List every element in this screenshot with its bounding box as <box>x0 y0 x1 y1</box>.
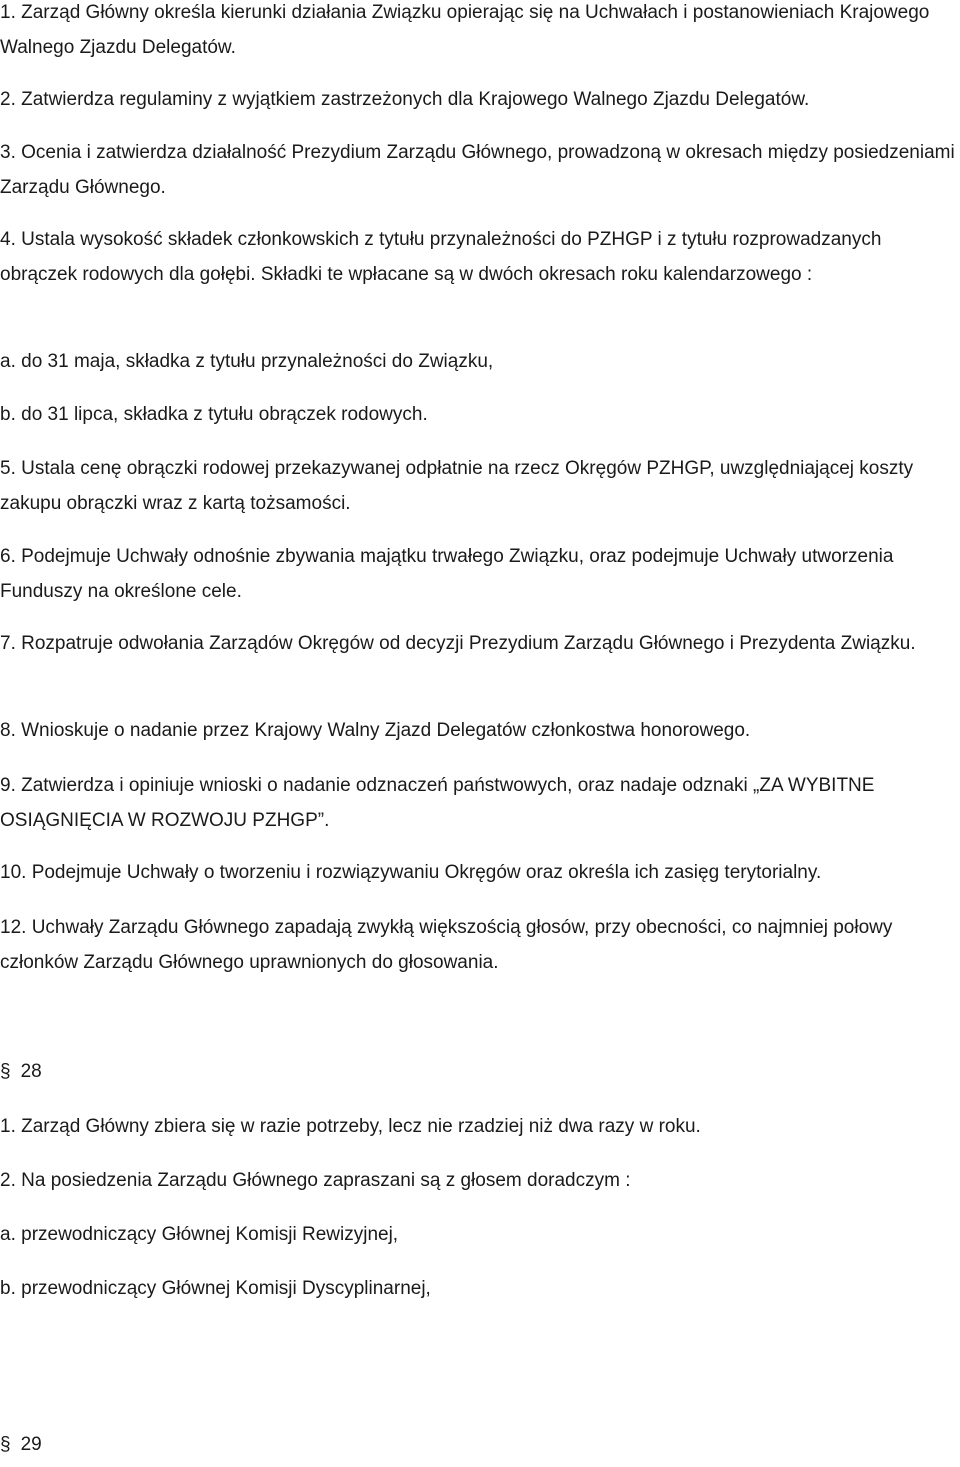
section-symbol: § <box>0 1061 11 1082</box>
sub-item-28-a: a. przewodniczący Głównej Komisji Rewizyjnej, <box>0 1224 399 1245</box>
sub-item-28-b: b. przewodniczący Głównej Komisji Dyscyplinarnej, <box>0 1278 431 1299</box>
paragraph-1: 1. Zarząd Główny określa kierunki działania Związku opierając się na Uchwałach i postanowieniach Krajowego Walnego Zjazdu Delegatów. <box>0 2 930 58</box>
paragraph-28-2: 2. Na posiedzenia Zarządu Głównego zapraszani są z głosem doradczym : <box>0 1170 631 1191</box>
paragraph-12: 12. Uchwały Zarządu Głównego zapadają zwykłą większością głosów, przy obecności, co najmniej połowy członków Zarządu Głównego uprawnionych do głosowania. <box>0 917 893 973</box>
section-heading-28 <box>0 1054 42 1089</box>
section-number: 29 <box>20 1434 42 1455</box>
section-number: 28 <box>20 1061 42 1082</box>
section-heading-29 <box>0 1427 42 1462</box>
sub-item-b: b. do 31 lipca, składka z tytułu obrączek rodowych. <box>0 404 428 425</box>
paragraph-6: 6. Podejmuje Uchwały odnośnie zbywania majątku trwałego Związku, oraz podejmuje Uchwały utworzenia Funduszy na określone cele. <box>0 546 894 602</box>
paragraph-7: 7. Rozpatruje odwołania Zarządów Okręgów od decyzji Prezydium Zarządu Głównego i Prezydenta Związku. <box>0 633 916 654</box>
paragraph-2: 2. Zatwierdza regulaminy z wyjątkiem zastrzeżonych dla Krajowego Walnego Zjazdu Delegatów. <box>0 89 810 110</box>
paragraph-8: 8. Wnioskuje o nadanie przez Krajowy Walny Zjazd Delegatów członkostwa honorowego. <box>0 720 751 741</box>
sub-item-a: a. do 31 maja, składka z tytułu przynależności do Związku, <box>0 351 494 372</box>
section-symbol: § <box>0 1434 11 1455</box>
paragraph-9: 9. Zatwierdza i opiniuje wnioski o nadanie odznaczeń państwowych, oraz nadaje odznaki „ZA WYBITNE OSIĄGNIĘCIA W ROZWOJU PZHGP”. <box>0 775 875 831</box>
paragraph-28-1: 1. Zarząd Główny zbiera się w razie potrzeby, lecz nie rzadziej niż dwa razy w roku. <box>0 1116 701 1137</box>
paragraph-4: 4. Ustala wysokość składek członkowskich z tytułu przynależności do PZHGP i z tytułu rozprowadzanych obrączek rodowych dla gołębi. Składki te wpłacane są w dwóch okresach roku kalendarzowego : <box>0 229 882 285</box>
paragraph-5: 5. Ustala cenę obrączki rodowej przekazywanej odpłatnie na rzecz Okręgów PZHGP, uwzględniającej koszty zakupu obrączki wraz z kartą tożsamości. <box>0 458 914 514</box>
paragraph-10: 10. Podejmuje Uchwały o tworzeniu i rozwiązywaniu Okręgów oraz określa ich zasięg terytorialny. <box>0 862 822 883</box>
paragraph-3: 3. Ocenia i zatwierdza działalność Prezydium Zarządu Głównego, prowadzoną w okresach między posiedzeniami Zarządu Głównego. <box>0 142 955 198</box>
